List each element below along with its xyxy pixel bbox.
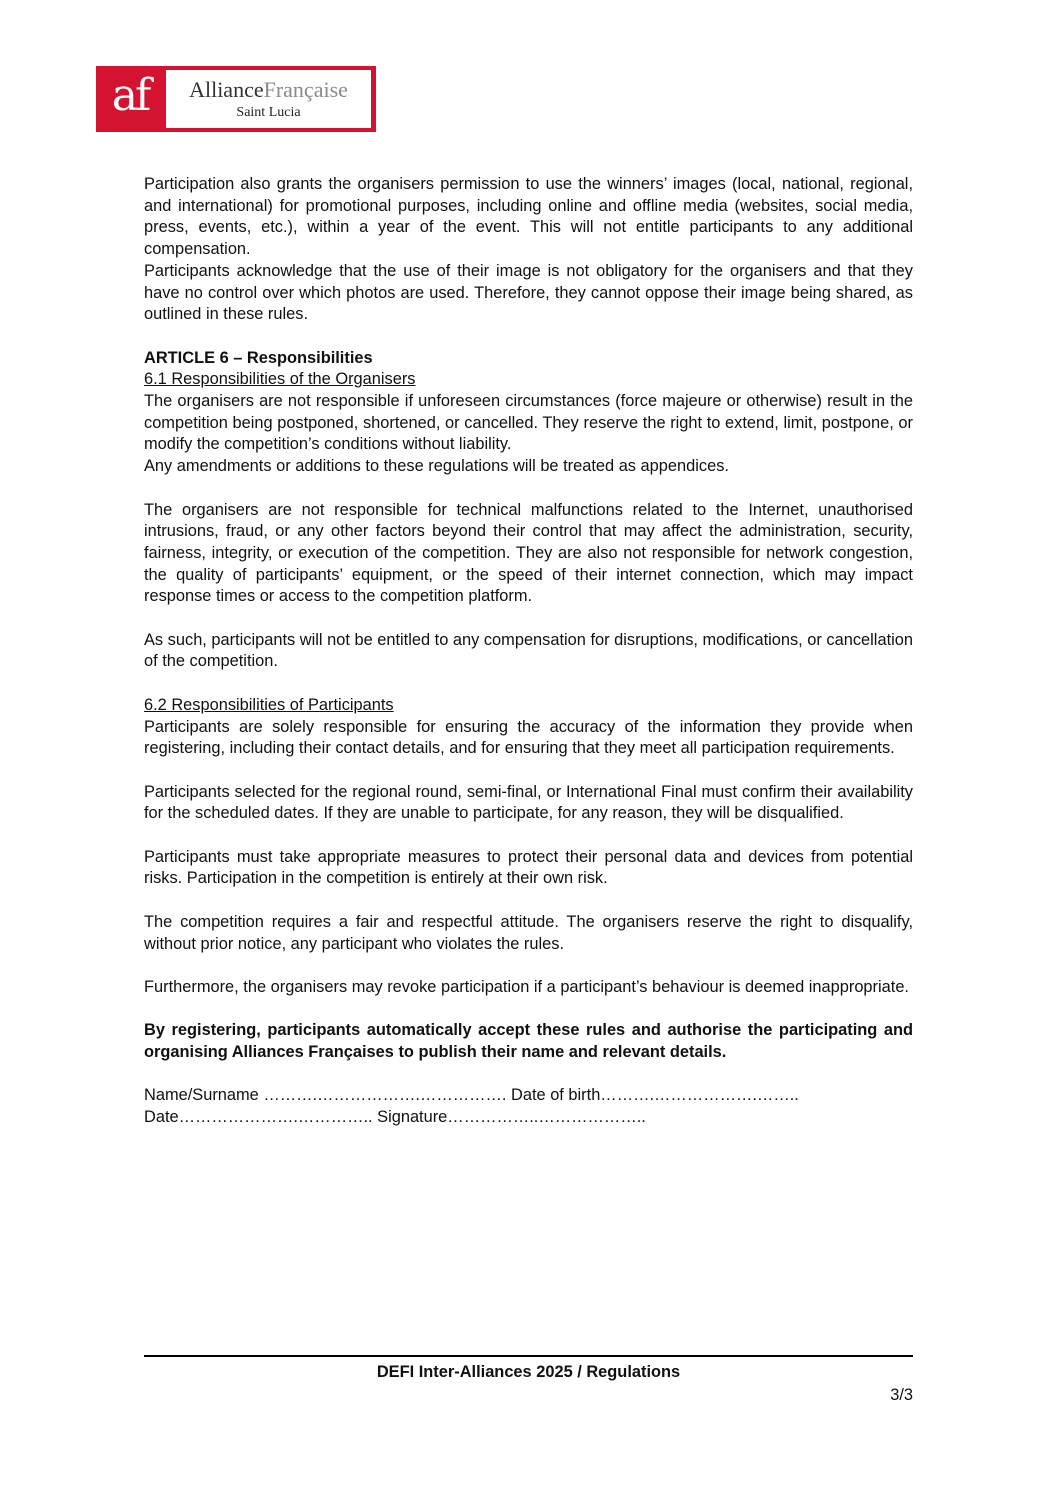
paragraph-image-acknowledgement: Participants acknowledge that the use of their image is not obligatory for the organisers and that they have no control over which photos are used. Therefore, they cannot oppose their image being shared, as outlined in these rules. — [144, 261, 913, 324]
af-logo-mark: af — [111, 70, 149, 121]
form-line-date-signature: Date………………….………….. Signature……………..……………….. — [144, 1108, 646, 1127]
logo-subtitle: Saint Lucia — [236, 105, 301, 120]
paragraph-accuracy: Participants are solely responsible for ensuring the accuracy of the information they provide when registering, including their contact details, and for ensuring that they meet all participation requirements. — [144, 717, 913, 758]
paragraph-availability: Participants selected for the regional round, semi-final, or International Final must confirm their availability for the scheduled dates. If they are unable to participate, for any reason, they will be disqualified. — [144, 782, 913, 823]
acceptance-statement: By registering, participants automatically accept these rules and authorise the participating and organising Alliances Françaises to publish their name and relevant details. — [144, 1021, 913, 1061]
page-number: 3/3 — [890, 1386, 913, 1404]
footer-divider — [144, 1355, 913, 1357]
paragraph-revoke-participation: Furthermore, the organisers may revoke participation if a participant’s behaviour is deemed inappropriate. — [144, 977, 909, 996]
logo-text-box — [166, 70, 371, 128]
footer-title: DEFI Inter-Alliances 2025 / Regulations — [376, 1363, 681, 1381]
alliance-francaise-logo — [96, 66, 376, 132]
document-body — [144, 174, 913, 1129]
logo-title — [166, 78, 371, 102]
form-line-name-dob: Name/Surname ……….……………….……………. Date of birth……….……………….…….. — [144, 1086, 799, 1105]
paragraph-personal-data: Participants must take appropriate measures to protect their personal data and devices from potential risks. Participation in the competition is entirely at their own risk. — [144, 847, 913, 888]
paragraph-fair-attitude: The competition requires a fair and respectful attitude. The organisers reserve the right to disqualify, without prior notice, any participant who violates the rules. — [144, 912, 913, 953]
paragraph-image-rights: Participation also grants the organisers permission to use the winners’ images (local, national, regional, and international) for promotional purposes, including online and offline media (websites, social media, press, events, etc.), within a year of the event. This will not entitle participants to any additional compensation. — [144, 175, 913, 259]
paragraph-organisers-circumstances: The organisers are not responsible if unforeseen circumstances (force majeure or otherwise) result in the competition being postponed, shortened, or cancelled. They reserve the right to extend, limit, postpone, or modify the competition’s conditions without liability. — [144, 392, 913, 454]
logo-title-alliance: Alliance — [189, 77, 264, 102]
paragraph-amendments: Any amendments or additions to these regulations will be treated as appendices. — [144, 457, 729, 476]
logo-title-francaise: Française — [263, 77, 348, 102]
paragraph-technical-malfunctions: The organisers are not responsible for technical malfunctions related to the Internet, unauthorised intrusions, fraud, or any other factors beyond their control that may affect the administration, security, fairness, integrity, or execution of the competition. They are also not responsible for network congestion, the quality of participants’ equipment, or the speed of their internet connection, which may impact response times or access to the competition platform. — [144, 500, 913, 606]
paragraph-no-compensation: As such, participants will not be entitled to any compensation for disruptions, modifications, or cancellation of the competition. — [144, 630, 913, 671]
section-6-2-heading: 6.2 Responsibilities of Participants — [144, 695, 394, 714]
article-6-heading: ARTICLE 6 – Responsibilities — [144, 348, 373, 367]
section-6-1-heading: 6.1 Responsibilities of the Organisers — [144, 370, 416, 389]
